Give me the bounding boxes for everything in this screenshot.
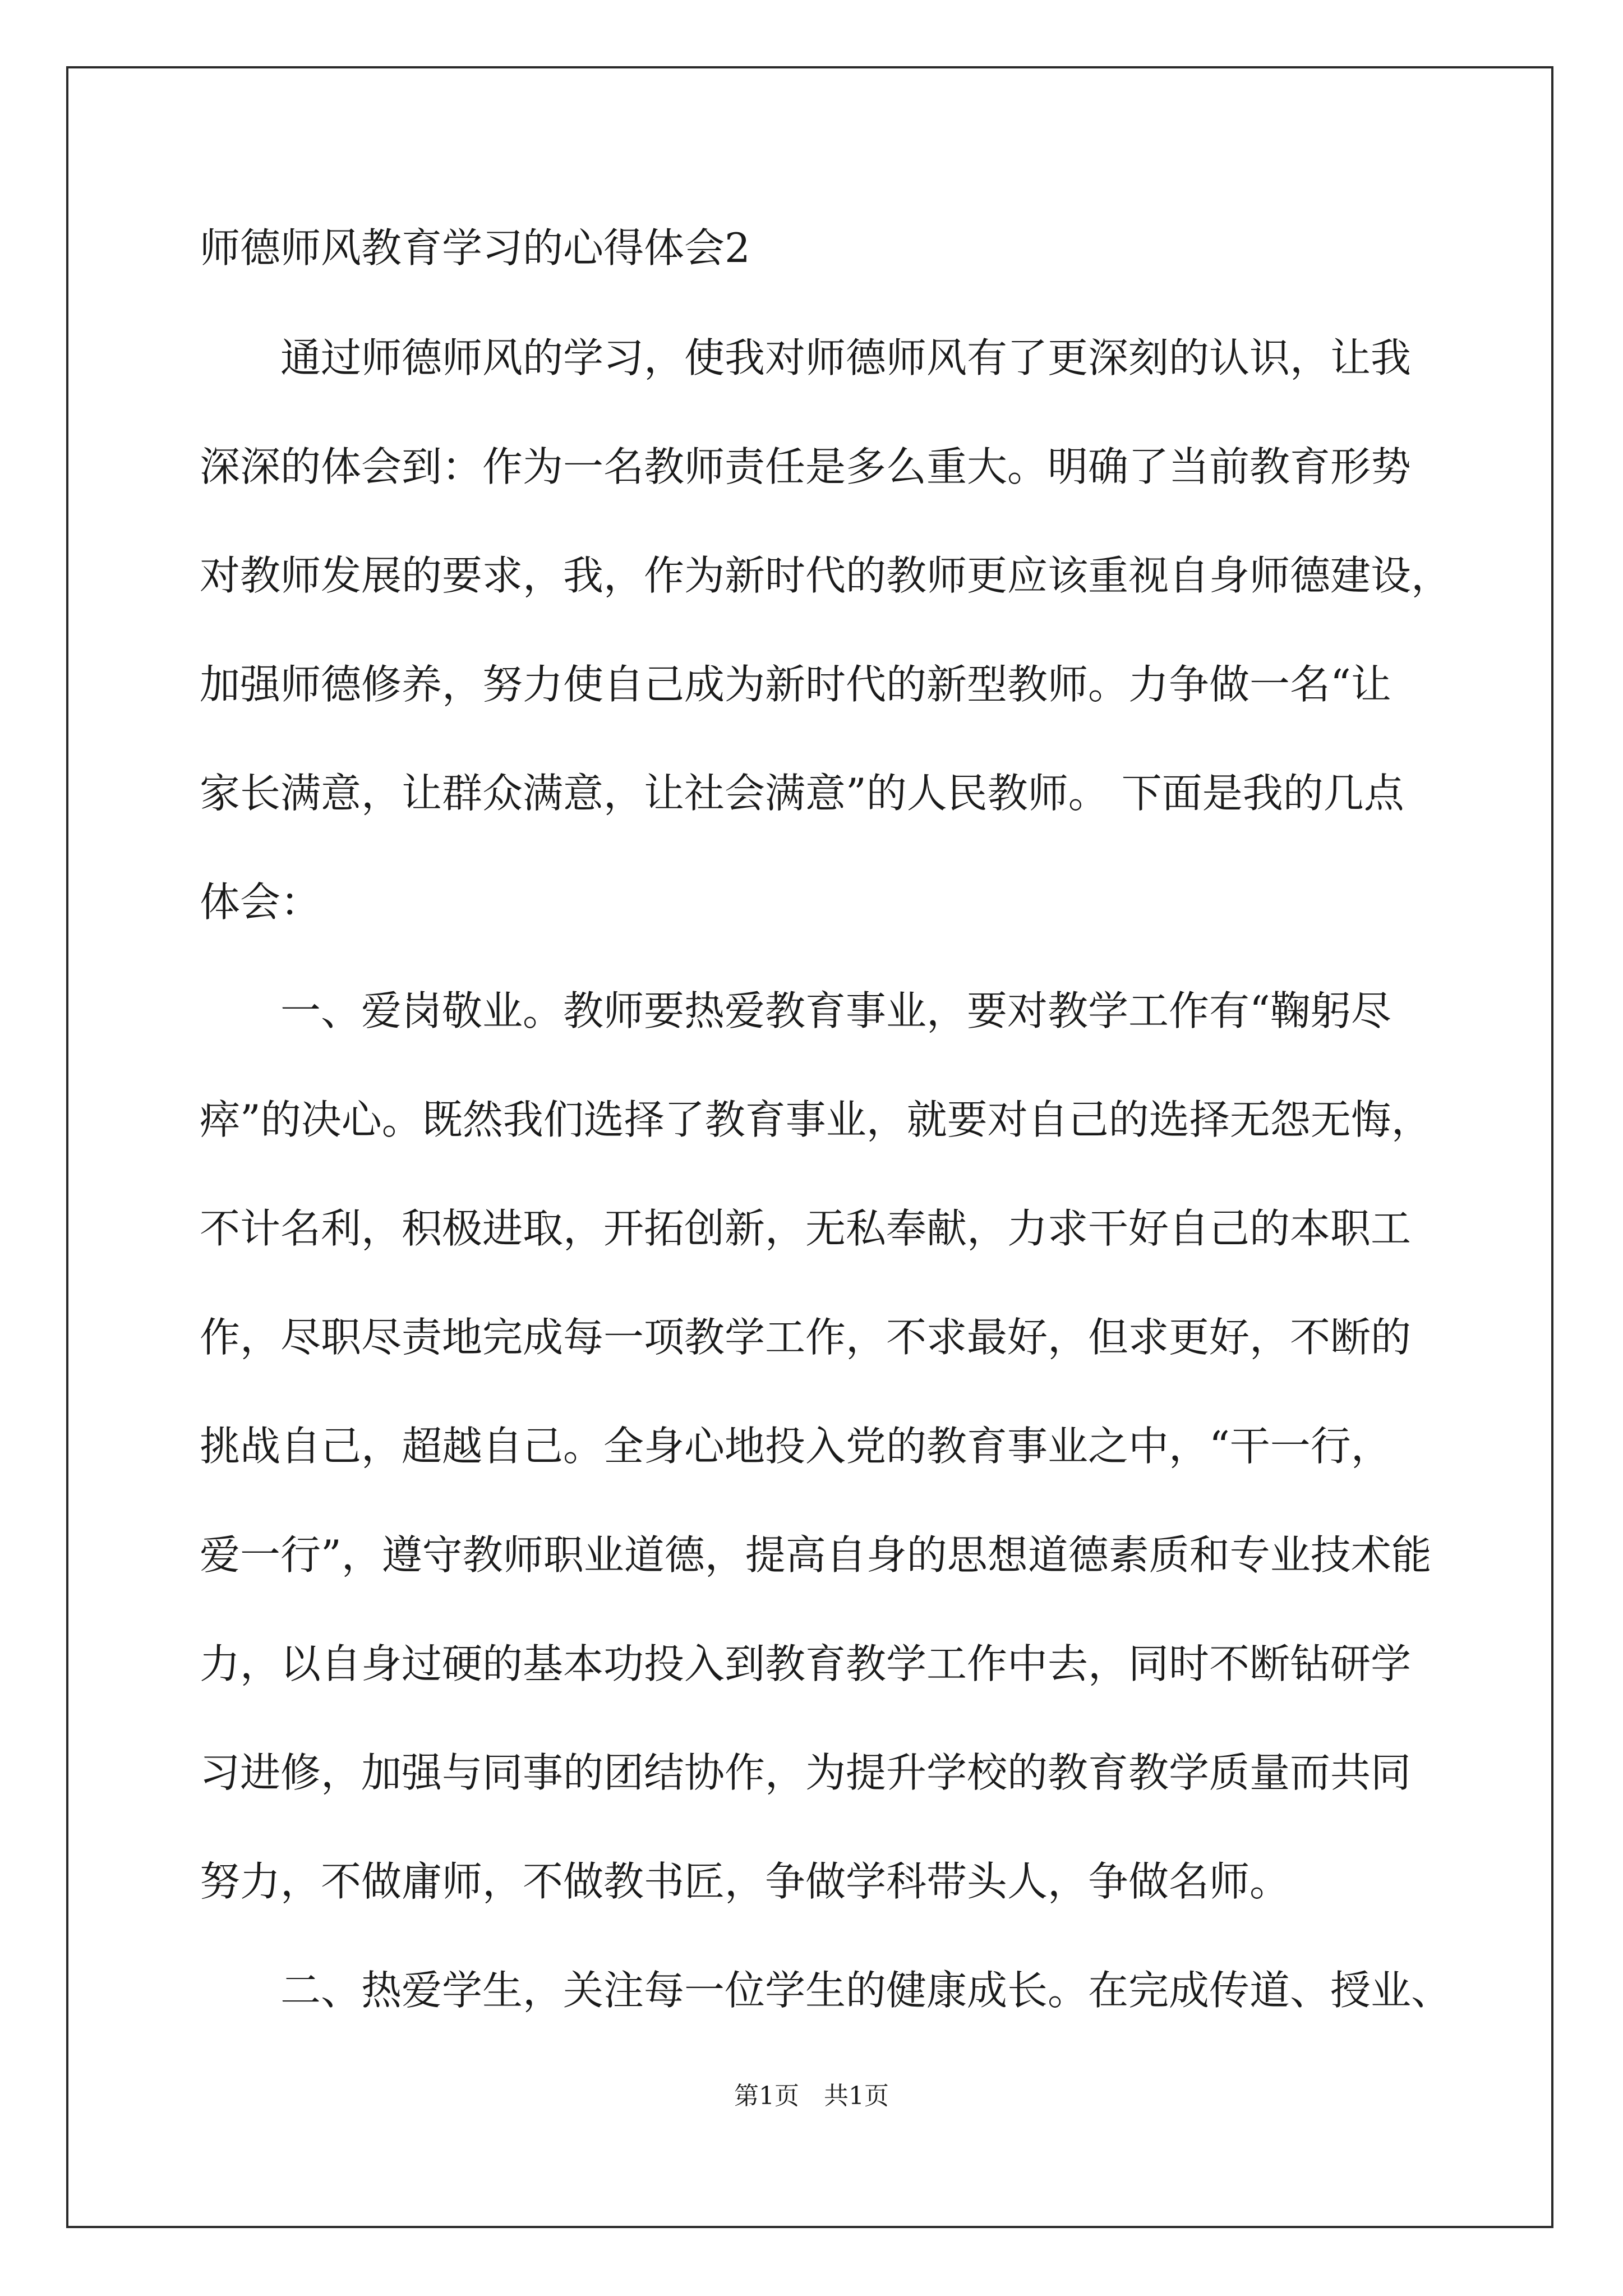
paragraph-line: 二、热爱学生，关注每一位学生的健康成长。在完成传道、授业、 [200,1967,1452,2014]
paragraph-line: 通过师德师风的学习，使我对师德师风有了更深刻的认识，让我 [200,334,1412,381]
paragraph-line: 努力，不做庸师，不做教书匠，争做学科带头人，争做名师。 [200,1858,1290,1905]
paragraph-line: 挑战自己，超越自己。全身心地投入党的教育事业之中，“干一行， [200,1423,1391,1470]
paragraph-line: 对教师发展的要求，我，作为新时代的教师更应该重视自身师德建设， [200,552,1452,599]
document-title: 师德师风教育学习的心得体会2 [200,224,750,272]
paragraph-line: 作，尽职尽责地完成每一项教学工作，不求最好，但求更好，不断的 [200,1314,1412,1361]
paragraph-line: 力，以自身过硬的基本功投入到教育教学工作中去，同时不断钻研学 [200,1640,1412,1687]
paragraph-line: 瘁”的决心。既然我们选择了教育事业，就要对自己的选择无怨无悔， [200,1096,1432,1143]
page-footer: 第1页 共1页 [734,2082,889,2110]
paragraph-line: 家长满意，让群众满意，让社会满意”的人民教师。 下面是我的几点 [200,770,1404,817]
paragraph-line: 一、爱岗敬业。教师要热爱教育事业，要对教学工作有“鞠躬尽 [200,987,1391,1034]
paragraph-line: 不计名利，积极进取，开拓创新，无私奉献，力求干好自己的本职工 [200,1205,1412,1252]
paragraph-line: 体会： [200,878,321,926]
paragraph-line: 加强师德修养，努力使自己成为新时代的新型教师。力争做一名“让 [200,661,1391,708]
paragraph-line: 爱一行”，遵守教师职业道德，提高自身的思想道德素质和专业技术能 [200,1531,1432,1579]
paragraph-line: 深深的体会到：作为一名教师责任是多么重大。明确了当前教育形势 [200,443,1412,490]
paragraph-line: 习进修，加强与同事的团结协作，为提升学校的教育教学质量而共同 [200,1749,1412,1796]
